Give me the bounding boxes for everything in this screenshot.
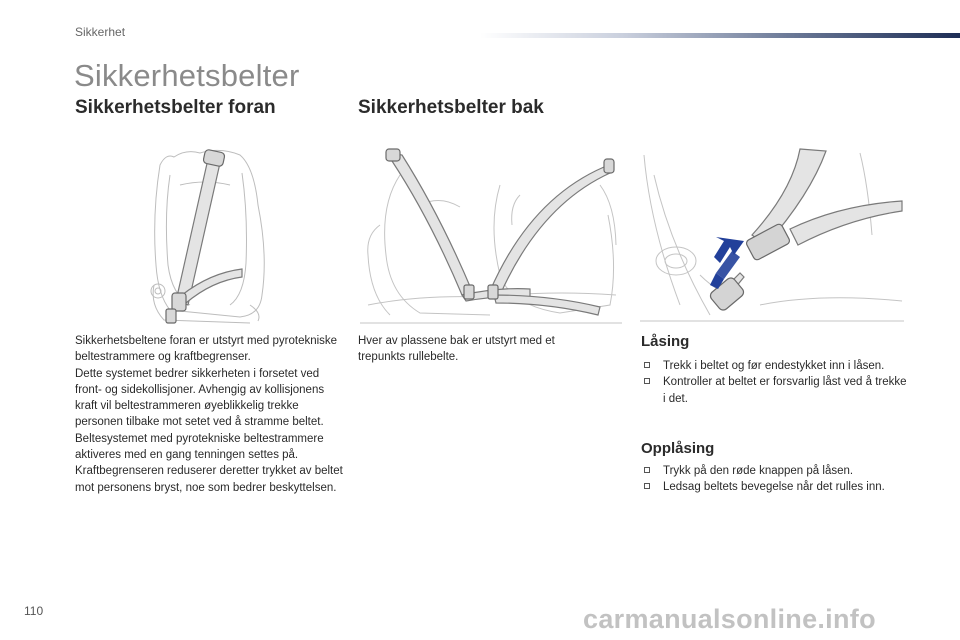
- front-paragraph: Kraftbegrenseren reduserer deretter trykket av beltet mot personens bryst, noe som bedrer beskyttelsen.: [75, 465, 343, 494]
- rear-belts-description: Hver av plassene bak er utstyrt med et trepunkts rullebelte.: [358, 335, 555, 364]
- front-paragraph: Beltesystemet med pyrotekniske beltestrammere aktiveres med en gang tenningen settes på.: [75, 432, 324, 462]
- header-rule: [480, 33, 960, 38]
- list-item: [641, 374, 911, 407]
- front-paragraph: Dette systemet bedrer sikkerheten i forsetet ved front- og sidekollisjoner. Avhengig av kollisjonens kraft vil beltestrammeren øyeblikkelig trekke personen tilbake mot setet ved å stramme beltet.: [75, 367, 325, 429]
- page-number: 110: [24, 604, 44, 618]
- unlocking-step-text: Trykk på den røde knappen på låsen.: [663, 465, 854, 477]
- locking-step-text: Kontroller at beltet er forsvarlig låst ved å trekke i det.: [663, 376, 907, 405]
- locking-step-text: Trekk i beltet og før endestykket inn i låsen.: [663, 360, 885, 372]
- front-paragraph: Sikkerhetsbeltene foran er utstyrt med pyrotekniske beltestrammere og kraftbegrenser.: [75, 335, 338, 364]
- list-item: [641, 479, 911, 495]
- unlocking-step-text: Ledsag beltets bevegelse når det rulles inn.: [663, 481, 885, 494]
- front-seat-belt-illustration: [130, 145, 280, 325]
- locking-steps: [641, 358, 911, 407]
- checkbox-icon: [644, 362, 650, 368]
- checkbox-icon: [644, 467, 650, 473]
- list-item: [641, 463, 911, 479]
- front-belts-heading: Sikkerhetsbelter foran: [75, 97, 276, 118]
- rear-belts-heading: Sikkerhetsbelter bak: [358, 97, 544, 118]
- buckle-locking-illustration: [640, 145, 904, 325]
- list-item: [641, 358, 911, 374]
- page-title: Sikkerhetsbelter: [74, 58, 300, 93]
- checkbox-icon: [644, 483, 650, 489]
- watermark: carmanualsonline.info: [583, 604, 876, 634]
- rear-seat-belt-illustration: [360, 145, 622, 325]
- checkbox-icon: [644, 378, 650, 384]
- section-label: Sikkerhet: [75, 25, 126, 39]
- locking-heading: Låsing: [641, 333, 690, 350]
- front-belts-description: [75, 333, 345, 496]
- unlocking-steps: [641, 463, 911, 496]
- unlocking-heading: Opplåsing: [641, 440, 715, 457]
